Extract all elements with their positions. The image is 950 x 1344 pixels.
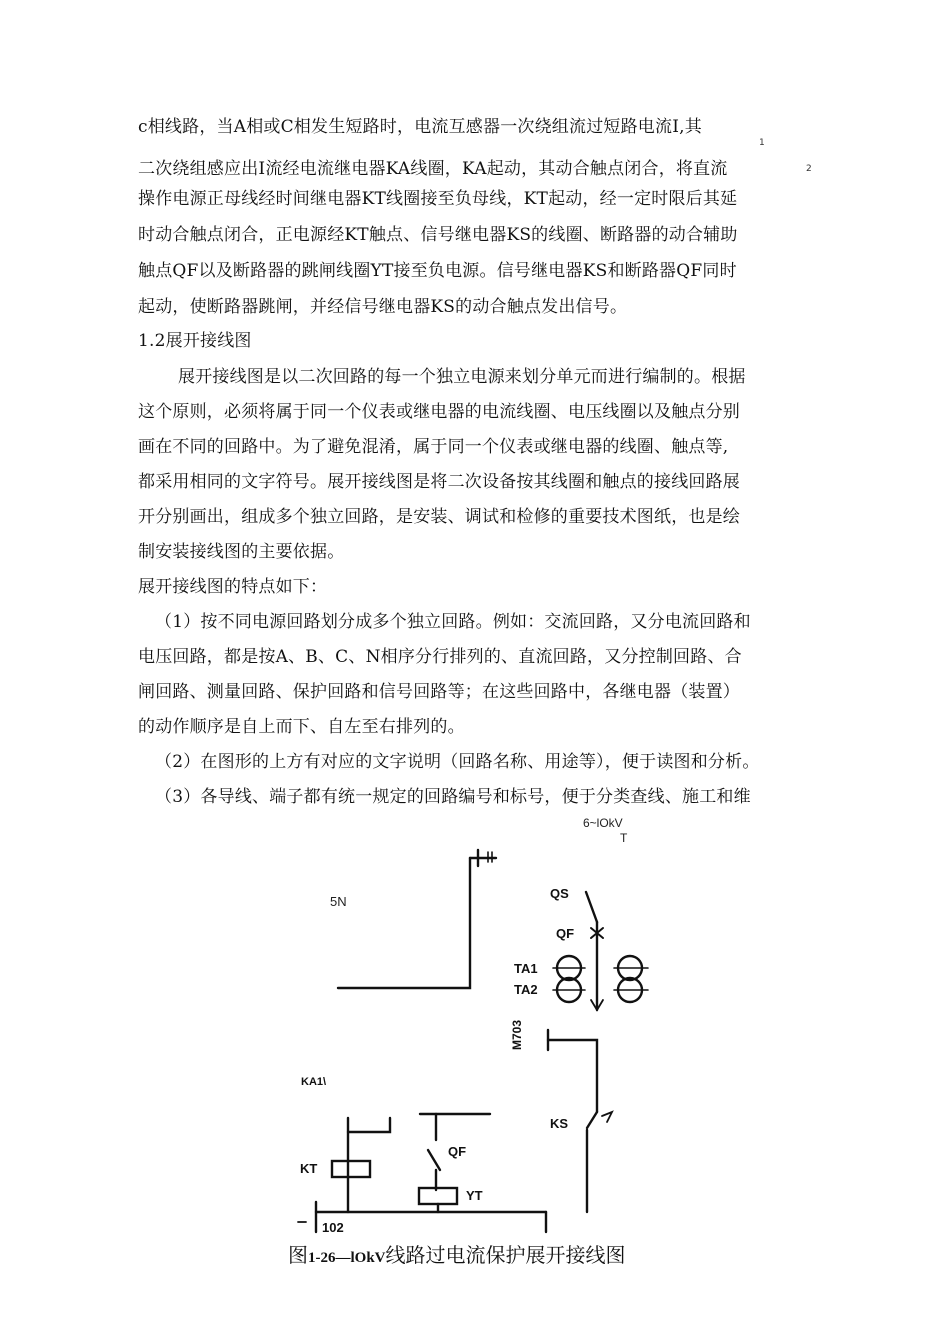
yt-coil xyxy=(419,1188,457,1204)
subscript-1: 1 xyxy=(759,138,765,148)
list-item-1-line-1: （1）按不同电源回路划分成多个独立回路。例如：交流回路，又分电流回路和 xyxy=(155,612,751,632)
paragraph-3: 展开接线图的特点如下： xyxy=(138,577,328,597)
section-heading: 1.2展开接线图 xyxy=(138,331,252,351)
ks-contact-mark xyxy=(602,1112,612,1122)
paragraph-2-line-6: 制安装接线图的主要依据。 xyxy=(138,542,345,562)
list-item-1-line-2: 电压回路，都是按A、B、C、N相序分行排列的、直流回路，又分控制回路、合 xyxy=(138,647,742,667)
t-mark: T xyxy=(620,831,628,845)
paragraph-2-line-2: 这个原则，必须将属于同一个仪表或继电器的电流线圈、电压线圈以及触点分别 xyxy=(138,402,740,422)
paragraph-2-line-4: 都采用相同的文字符号。展开接线图是将二次设备按其线圈和触点的接线回路展 xyxy=(138,472,740,492)
label-5n: 5N xyxy=(330,894,347,909)
kt-coil xyxy=(332,1161,370,1177)
qf-aux-contact xyxy=(428,1150,440,1170)
qs-switch-blade xyxy=(586,892,597,922)
paragraph-1-line-3: 操作电源正母线经时间继电器KT线圈接至负母线，KT起动，经一定时限后其延 xyxy=(138,189,738,209)
list-item-1-line-4: 的动作顺序是自上而下、自左至右排列的。 xyxy=(138,717,465,737)
paragraph-1-line-5: 触点QF以及断路器的跳闸线圈YT接至负电源。信号继电器KS和断路器QF同时 xyxy=(138,261,737,281)
caption-title: 线路过电流保护展开接线图 xyxy=(385,1243,626,1267)
voltage-label: 6~lOkV xyxy=(583,816,623,830)
label-yt: YT xyxy=(466,1188,483,1203)
label-m703: M703 xyxy=(510,1019,524,1050)
m703-wire xyxy=(548,1040,597,1112)
subscript-2: 2 xyxy=(806,164,812,174)
paragraph-1-line-6: 起动，使断路器跳闸，并经信号继电器KS的动合触点发出信号。 xyxy=(138,297,628,317)
list-item-2: （2）在图形的上方有对应的文字说明（回路名称、用途等），便于读图和分析。 xyxy=(155,752,760,772)
label-102: 102 xyxy=(322,1220,344,1235)
label-qf-top: QF xyxy=(556,926,575,941)
label-ta1: TA1 xyxy=(514,961,538,976)
paragraph-2-line-3: 画在不同的回路中。为了避免混淆，属于同一个仪表或继电器的线圈、触点等, xyxy=(138,437,729,457)
paragraph-2-line-5: 开分别画出，组成多个独立回路，是安装、调试和检修的重要技术图纸，也是绘 xyxy=(138,507,740,527)
caption-prefix: 图 xyxy=(288,1243,308,1267)
ka-contact-wire xyxy=(348,1118,390,1132)
label-kt: KT xyxy=(300,1161,318,1176)
caption-number: 1-26—lOkV xyxy=(308,1250,386,1266)
ks-contact-blade xyxy=(587,1112,597,1128)
label-qs: QS xyxy=(550,886,569,901)
paragraph-2-line-1: 展开接线图是以二次回路的每一个独立电源来划分单元而进行编制的。根据 xyxy=(178,367,746,387)
figure-caption xyxy=(288,1242,626,1271)
list-item-1-line-3: 闸回路、测量回路、保护回路和信号回路等；在这些回路中，各继电器（装置） xyxy=(138,682,740,702)
label-ta2: TA2 xyxy=(514,982,538,997)
label-ks: KS xyxy=(550,1116,569,1131)
list-item-3: （3）各导线、端子都有统一规定的回路编号和标号，便于分类查线、施工和维 xyxy=(155,787,751,807)
bus-wire-left xyxy=(338,858,470,988)
paragraph-1-line-1: c相线路，当A相或C相发生短路时，电流互感器一次绕组流过短路电流I,其 xyxy=(138,117,702,137)
label-qf-low: QF xyxy=(448,1144,467,1159)
paragraph-1-line-2: 二次绕组感应出I流经电流继电器KA线圈，KA起动，其动合触点闭合，将直流 xyxy=(138,159,728,179)
paragraph-1-line-4: 时动合触点闭合，正电源经KT触点、信号继电器KS的线圈、断路器的动合辅助 xyxy=(138,225,738,245)
label-ka: KA1\ xyxy=(301,1076,327,1088)
